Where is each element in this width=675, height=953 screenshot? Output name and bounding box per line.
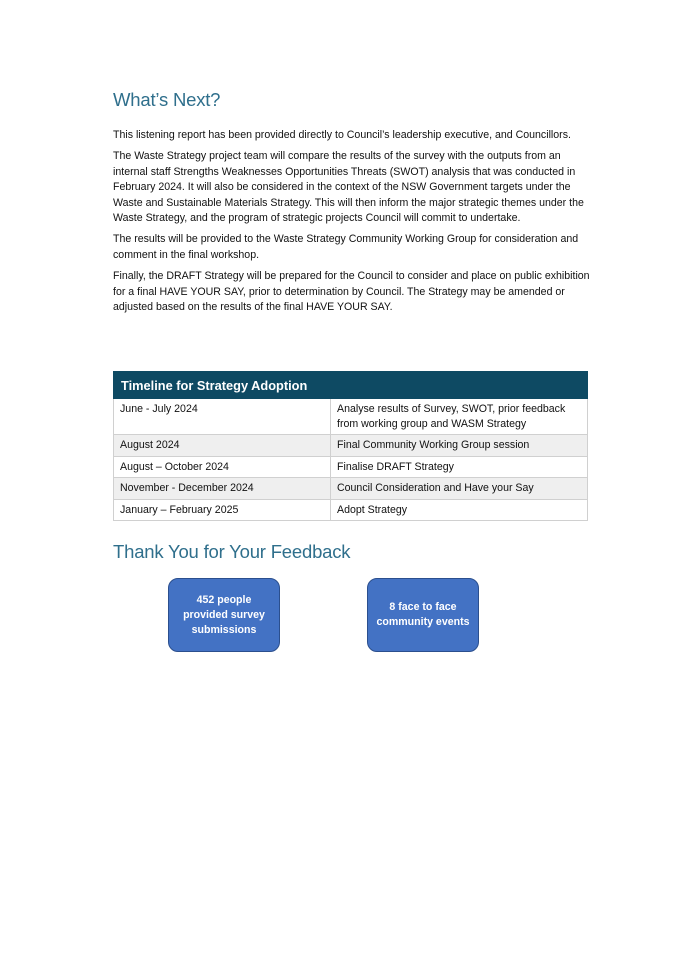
stat-text: 452 people provided survey submissions <box>183 593 265 636</box>
table-row <box>114 435 588 457</box>
stat-text: 8 face to face community events <box>376 601 470 628</box>
period-cell: August – October 2024 <box>114 456 331 478</box>
table-row <box>114 399 588 435</box>
paragraph: This listening report has been provided directly to Council’s leadership executive, and Councillors. <box>113 129 571 141</box>
activity-cell: Finalise DRAFT Strategy <box>331 456 588 478</box>
table-row <box>114 478 588 500</box>
thank-you-heading: Thank You for Your Feedback <box>113 541 351 562</box>
timeline-table <box>113 371 588 521</box>
stat-box-events <box>367 578 479 652</box>
period-cell: August 2024 <box>114 435 331 457</box>
paragraph: The Waste Strategy project team will compare the results of the survey with the outputs from an internal staff Strengths Weaknesses Opportunities Threats (SWOT) analysis that was conducted in February 2024. It will also be considered in the context of the NSW Government targets under the Waste and Sustainable Materials Strategy. This will then inform the major strategic themes under the Waste Strategy, and the program of strategic projects Council will commit to undertake. <box>113 150 584 225</box>
table-row <box>114 456 588 478</box>
stat-box-submissions <box>168 578 280 652</box>
period-cell: November - December 2024 <box>114 478 331 500</box>
activity-cell: Final Community Working Group session <box>331 435 588 457</box>
activity-cell: Council Consideration and Have your Say <box>331 478 588 500</box>
paragraph: The results will be provided to the Waste Strategy Community Working Group for consideration and comment in the final workshop. <box>113 233 579 261</box>
period-cell: January – February 2025 <box>114 499 331 521</box>
activity-cell: Adopt Strategy <box>331 499 588 521</box>
activity-cell: Analyse results of Survey, SWOT, prior feedback from working group and WASM Strategy <box>331 399 588 435</box>
table-row <box>114 499 588 521</box>
whats-next-body <box>113 128 591 321</box>
paragraph: Finally, the DRAFT Strategy will be prepared for the Council to consider and place on public exhibition for a final HAVE YOUR SAY, prior to determination by Council. The Strategy may be amended or adjusted based on the results of the final HAVE YOUR SAY. <box>113 270 590 314</box>
timeline-table-title: Timeline for Strategy Adoption <box>114 372 588 399</box>
whats-next-heading: What’s Next? <box>113 89 221 110</box>
period-cell: June - July 2024 <box>114 399 331 435</box>
